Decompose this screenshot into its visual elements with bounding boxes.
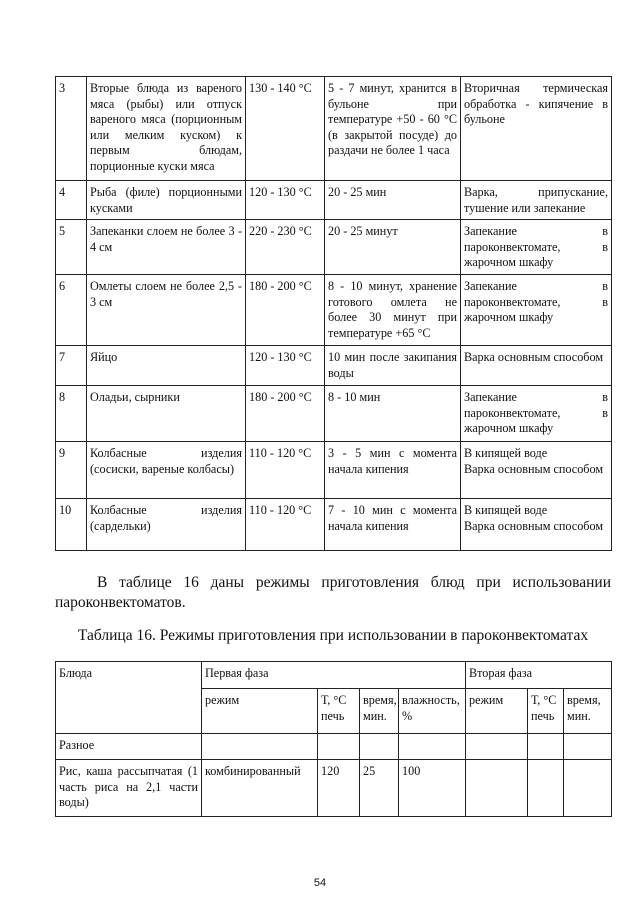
- row-number: 3: [56, 77, 87, 181]
- method-line: В кипящей воде: [464, 446, 548, 460]
- page-number: 54: [313, 877, 327, 889]
- header-time2: время, мин.: [564, 689, 612, 734]
- body-paragraph: [55, 573, 611, 613]
- row-number: 5: [56, 220, 87, 275]
- table-row: [56, 181, 612, 220]
- dish-cell: Рис, каша рассыпчатая (1 часть риса на 2,1 части воды): [56, 760, 202, 817]
- method-cell: [461, 499, 612, 551]
- table-row: [56, 275, 612, 346]
- temperature-cell: 130 - 140 °С: [246, 77, 325, 181]
- row-number: 9: [56, 442, 87, 499]
- temperature-cell: 120 - 130 °С: [246, 181, 325, 220]
- method-cell: Варка, припускание, тушение или запекание: [461, 181, 612, 220]
- temperature-cell: 120 - 130 °С: [246, 346, 325, 386]
- method-cell: [461, 442, 612, 499]
- time-cell: 20 - 25 мин: [325, 181, 461, 220]
- header-mode: режим: [202, 689, 318, 734]
- method-cell: Варка основным способом: [461, 346, 612, 386]
- section-row: [56, 734, 612, 760]
- row-number: 6: [56, 275, 87, 346]
- table-row: [56, 499, 612, 551]
- header-phase1: Первая фаза: [202, 662, 466, 689]
- temperature-cell: 110 - 120 °С: [246, 442, 325, 499]
- time-cell: 3 - 5 мин с момента начала кипения: [325, 442, 461, 499]
- table-row: [56, 346, 612, 386]
- method-line: Варка основным способом: [464, 518, 604, 533]
- method-line: Варка основным способом: [464, 461, 604, 476]
- time-cell: 7 - 10 мин с момента начала кипения: [325, 499, 461, 551]
- dish-cell: Запеканки слоем не более 3 - 4 см: [87, 220, 246, 275]
- time-cell: 10 мин после закипания воды: [325, 346, 461, 386]
- dish-cell: Оладьи, сырники: [87, 386, 246, 442]
- table-row: [56, 386, 612, 442]
- method-cell: Запекание в пароконвектомате, в жарочном шкафу: [461, 386, 612, 442]
- table-row: [56, 77, 612, 181]
- row-number: 7: [56, 346, 87, 386]
- dish-cell: Яйцо: [87, 346, 246, 386]
- dish-cell: Колбасные изделия (сосиски, вареные колбасы): [87, 442, 246, 499]
- method-cell: Запекание в пароконвектомате, в жарочном шкафу: [461, 275, 612, 346]
- time-cell: 8 - 10 минут, хранение готового омлета не более 30 минут при температуре +65 °С: [325, 275, 461, 346]
- temperature-cell: 220 - 230 °С: [246, 220, 325, 275]
- method-cell: Вторичная термическая обработка - кипячение в бульоне: [461, 77, 612, 181]
- header-row: [56, 662, 612, 689]
- header-temp2: Т, °С печь: [528, 689, 564, 734]
- mode-cell: комбинированный: [202, 760, 318, 817]
- dish-cell: Омлеты слоем не более 2,5 - 3 см: [87, 275, 246, 346]
- temperature-cell: 120: [318, 760, 360, 817]
- paragraph-text: В таблице 16 даны режимы приготовления блюд при использовании пароконвектоматов.: [55, 574, 611, 611]
- time-cell: 5 - 7 минут, хранится в бульоне при температуре +50 - 60 °С (в закрытой посуде) до раздачи не более 1 часа: [325, 77, 461, 181]
- convection-oven-table: [55, 661, 612, 817]
- dish-cell: Вторые блюда из вареного мяса (рыбы) или отпуск вареного мяса (порционным или мелким куском) к первым блюдам, порционные куски мяса: [87, 77, 246, 181]
- row-number: 10: [56, 499, 87, 551]
- method-cell: Запекание в пароконвектомате, в жарочном шкафу: [461, 220, 612, 275]
- time-cell: 8 - 10 мин: [325, 386, 461, 442]
- cooking-modes-table: [55, 76, 612, 551]
- table-row: [56, 760, 612, 817]
- method-line: В кипящей воде: [464, 503, 548, 517]
- row-number: 8: [56, 386, 87, 442]
- header-humidity: влажность, %: [399, 689, 466, 734]
- header-dishes: Блюда: [56, 662, 202, 734]
- time-cell: 20 - 25 минут: [325, 220, 461, 275]
- header-phase2: Вторая фаза: [466, 662, 612, 689]
- humidity-cell: 100: [399, 760, 466, 817]
- temperature-cell: 180 - 200 °С: [246, 275, 325, 346]
- header-temp: Т, °С печь: [318, 689, 360, 734]
- temperature-cell: 110 - 120 °С: [246, 499, 325, 551]
- table-row: [56, 442, 612, 499]
- dish-cell: Рыба (филе) порционными кусками: [87, 181, 246, 220]
- temperature-cell: 180 - 200 °С: [246, 386, 325, 442]
- section-label: Разное: [56, 734, 202, 760]
- header-time: время, мин.: [360, 689, 399, 734]
- table-caption: Таблица 16. Режимы приготовления при использовании в пароконвектоматах: [77, 627, 589, 644]
- dish-cell: Колбасные изделия (сардельки): [87, 499, 246, 551]
- table-row: [56, 220, 612, 275]
- time-cell: 25: [360, 760, 399, 817]
- row-number: 4: [56, 181, 87, 220]
- header-mode2: режим: [466, 689, 528, 734]
